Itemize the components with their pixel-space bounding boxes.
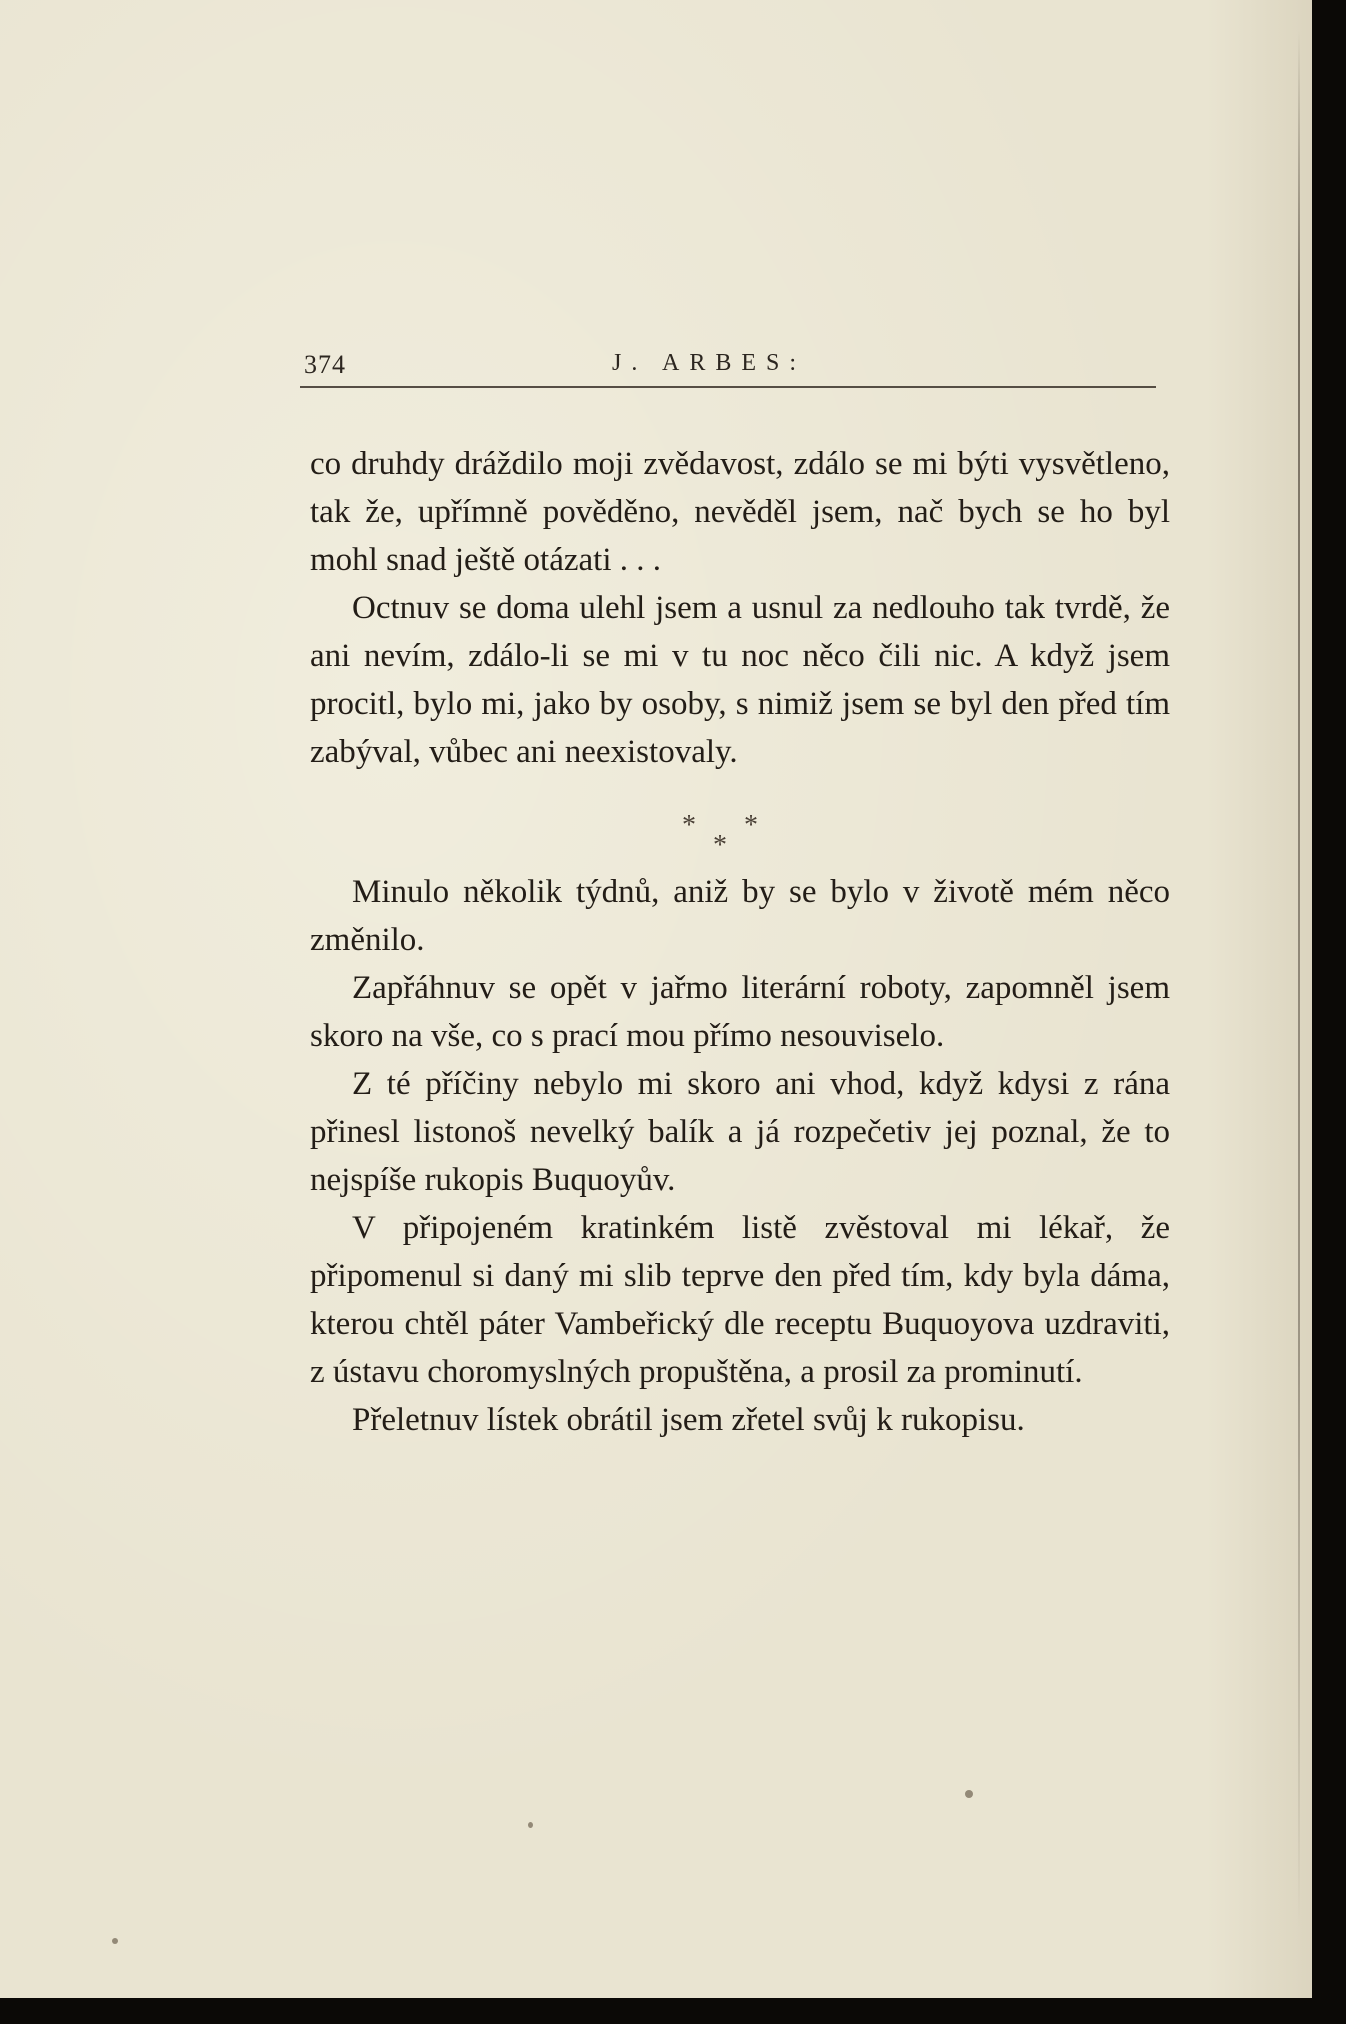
paragraph: V připojeném kratinkém listě zvěstoval mi lékař, že připomenul si daný mi slib teprve den před tím, kdy byla dáma, kterou chtěl páter Vambeřický dle receptu Buquoyova uzdraviti, z ústavu choromyslných propuštěna, a prosil za prominutí. (310, 1210, 1170, 1390)
header-rule (300, 386, 1156, 388)
author-heading: J. ARBES: (612, 350, 807, 376)
ink-speck (112, 1938, 118, 1944)
paragraph: Z té příčiny nebylo mi skoro ani vhod, když kdysi z rána přinesl listonoš nevelký balík a já rozpečetiv jej poznal, že to nejspíše rukopis Buquoyův. (310, 1066, 1170, 1198)
page-body (310, 440, 1170, 1444)
separator-asterisk: * (682, 810, 696, 841)
paragraph: Minulo několik týdnů, aniž by se bylo v životě mém něco změnilo. (310, 874, 1170, 958)
paragraph: Přeletnuv lístek obrátil jsem zřetel svůj k rukopisu. (352, 1402, 1025, 1438)
page-number: 374 (304, 350, 346, 379)
separator-asterisk: * (713, 830, 727, 861)
page-fold-shadow (1298, 30, 1300, 1930)
paragraph: Zapřáhnuv se opět v jařmo literární roboty, zapomněl jsem skoro na vše, co s prací mou přímo nesouviselo. (310, 970, 1170, 1054)
running-head (300, 348, 1156, 382)
separator-asterisk: * (744, 810, 758, 841)
paragraph: co druhdy dráždilo moji zvědavost, zdálo se mi býti vysvětleno, tak že, upřímně pověděno, nevěděl jsem, nač bych se ho byl mohl snad ještě otázati . . . (310, 446, 1170, 578)
paragraph: Octnuv se doma ulehl jsem a usnul za nedlouho tak tvrdě, že ani nevím, zdálo-li se mi v tu noc něco čili nic. A když jsem procitl, bylo mi, jako by osoby, s nimiž jsem se byl den před tím zabýval, vůbec ani neexistovaly. (310, 590, 1170, 770)
section-separator (310, 776, 1170, 868)
ink-speck (965, 1790, 973, 1798)
ink-speck (528, 1822, 533, 1828)
